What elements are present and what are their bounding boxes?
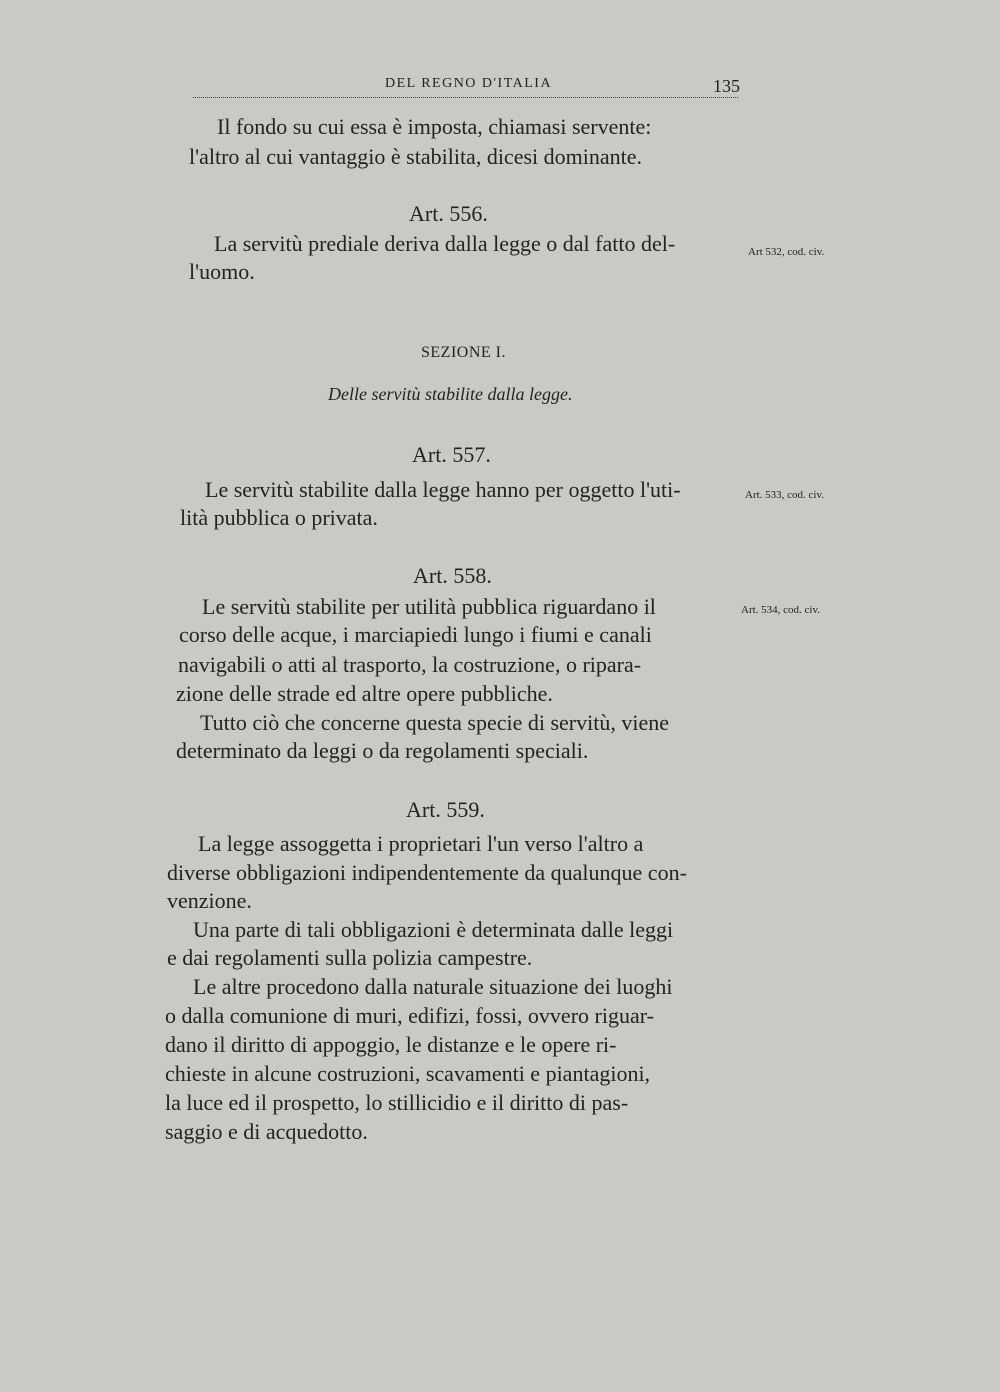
text-line: Tutto ciò che concerne questa specie di servitù, viene [200, 710, 669, 735]
text-line: Le altre procedono dalla naturale situazione dei luoghi [193, 974, 673, 999]
running-title: DEL REGNO D'ITALIA [385, 76, 553, 91]
margin-note: Art. 534, cod. civ. [741, 604, 821, 616]
text-line: l'altro al cui vantaggio è stabilita, dicesi dominante. [189, 144, 642, 169]
text-line: Una parte di tali obbligazioni è determinata dalle leggi [193, 917, 674, 942]
header-rule [193, 97, 738, 98]
text-line: diverse obbligazioni indipendentemente da qualunque con- [167, 860, 687, 885]
text-line: o dalla comunione di muri, edifizi, fossi, ovvero riguar- [165, 1003, 654, 1028]
text-line: e dai regolamenti sulla polizia campestre. [167, 945, 533, 970]
text-line: la luce ed il prospetto, lo stillicidio e il diritto di pas- [165, 1090, 629, 1115]
text-line: Il fondo su cui essa è imposta, chiamasi servente: [217, 114, 652, 139]
text-line: lità pubblica o privata. [180, 505, 378, 530]
text-line: La legge assoggetta i proprietari l'un verso l'altro a [198, 831, 644, 856]
text-line: Le servitù stabilite dalla legge hanno per oggetto l'uti- [205, 477, 681, 502]
text-line: venzione. [167, 888, 252, 913]
text-line: dano il diritto di appoggio, le distanze e le opere ri- [165, 1032, 617, 1057]
text-line: La servitù prediale deriva dalla legge o dal fatto del- [214, 231, 676, 256]
text-line: saggio e di acquedotto. [165, 1119, 368, 1144]
article-heading: Art. 557. [412, 442, 491, 467]
text-line: determinato da leggi o da regolamenti speciali. [176, 738, 589, 763]
page-number: 135 [713, 76, 740, 96]
article-heading: Art. 558. [413, 563, 492, 588]
text-line: chieste in alcune costruzioni, scavamenti e piantagioni, [165, 1061, 651, 1086]
section-title: SEZIONE I. [421, 344, 506, 361]
margin-note: Art. 533, cod. civ. [745, 489, 825, 501]
text-line: corso delle acque, i marciapiedi lungo i fiumi e canali [179, 622, 652, 647]
text-line: l'uomo. [189, 259, 255, 284]
margin-note: Art 532, cod. civ. [748, 246, 825, 258]
text-line: zione delle strade ed altre opere pubbliche. [176, 681, 553, 706]
section-subtitle: Delle servitù stabilite dalla legge. [328, 384, 573, 404]
text-line: Le servitù stabilite per utilità pubblica riguardano il [202, 594, 656, 619]
article-heading: Art. 556. [409, 201, 488, 226]
text-line: navigabili o atti al trasporto, la costruzione, o ripara- [178, 652, 642, 677]
article-heading: Art. 559. [406, 797, 485, 822]
